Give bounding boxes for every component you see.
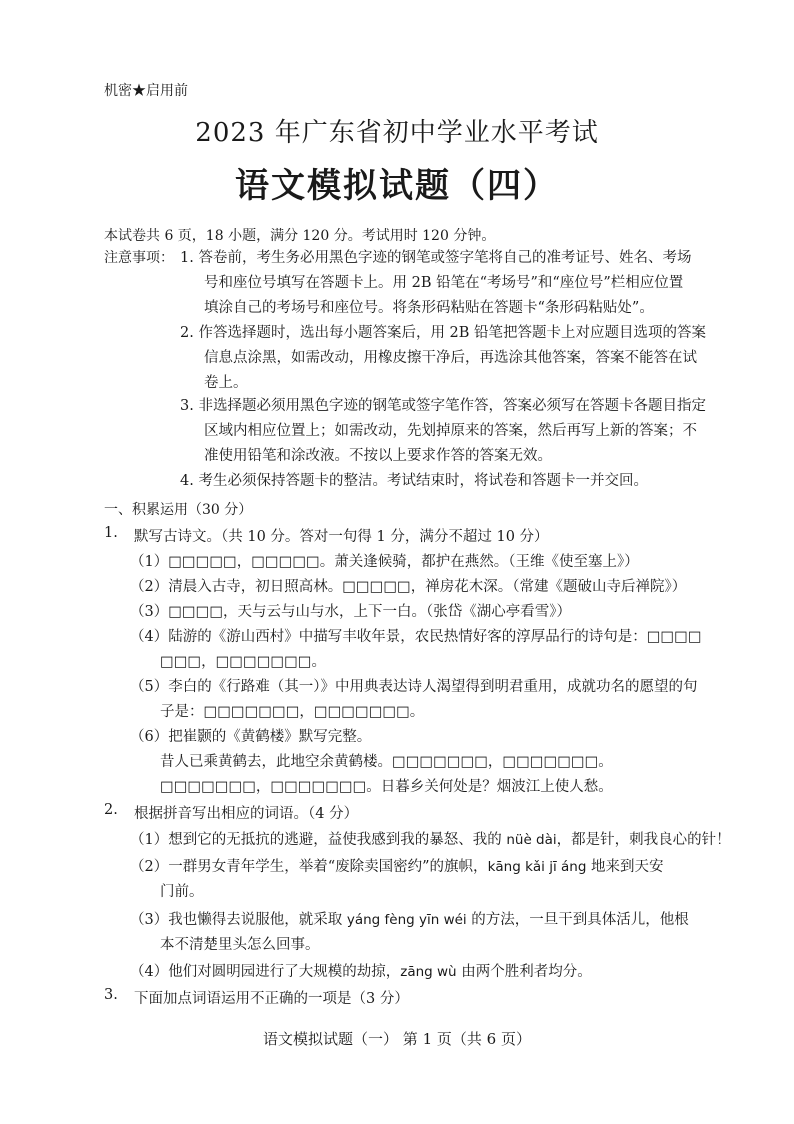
item-text: 的方法，一旦干到具体活儿，他根 (466, 912, 689, 928)
question-item: （1）□□□□□，□□□□□。萧关逢候骑，都护在燕然。（王维《使至塞上》） (130, 554, 639, 570)
question-item (160, 933, 320, 954)
question-item: （4）陆游的《游山西村》中描写丰收年景，农民热情好客的淳厚品行的诗句是：□□□□ (130, 629, 702, 645)
item-text: 门前。 (160, 884, 204, 900)
question-stem: 默写古诗文。（共 10 分。答对一句得 1 分，满分不超过 10 分） (134, 529, 549, 545)
item-text: （4）他们对圆明园进行了大规模的劫掠， (130, 964, 401, 980)
exam-info: 本试卷共 6 页，18 小题，满分 120 分。考试用时 120 分钟。 (104, 228, 496, 244)
page-footer: 语文模拟试题（一） 第 1 页（共 6 页） (263, 1030, 531, 1048)
exam-title: 2023 年广东省初中学业水平考试 (195, 118, 599, 148)
question-item: （3）□□□□，天与云与山与水，上下一白。（张岱《湖心亭看雪》） (130, 604, 572, 620)
question-item: （2）清晨入古寺，初日照高林。□□□□□，禅房花木深。（常建《题破山寺后禅院》） (130, 579, 687, 595)
note-line: 3. 非选择题必须用黑色字迹的钢笔或签字笔作答，答案必须写在答题卡各题目指定 (180, 398, 706, 414)
question-stem: 下面加点词语运用不正确的一项是（3 分） (134, 991, 409, 1007)
question-number: 1. (104, 525, 118, 541)
question-number: 2. (104, 802, 118, 818)
question-number: 3. (104, 987, 118, 1003)
question-item (160, 880, 204, 901)
item-text: （3）我也懒得去说服他，就采取 (130, 912, 347, 928)
question-item (130, 855, 664, 876)
item-text: 由两个胜利者均分。 (456, 964, 592, 980)
pinyin: kāng kǎi jī áng (487, 859, 587, 875)
note-line: 4. 考生必须保持答题卡的整洁。考试结束时，将试卷和答题卡一并交回。 (180, 473, 648, 489)
item-text: ，都是针，刺我良心的针！ (556, 832, 731, 848)
question-item: 子是：□□□□□□□，□□□□□□□。 (160, 704, 425, 720)
item-text: （2）一群男女青年学生，举着“废除卖国密约”的旗帜， (130, 859, 488, 875)
notes-label: 注意事项： (104, 250, 174, 266)
question-item (130, 908, 689, 929)
question-item (130, 960, 592, 981)
question-item: （5）李白的《行路难（其一）》中用典表达诗人渴望得到明君重用，成就功名的愿望的句 (130, 679, 698, 695)
question-item (130, 828, 731, 849)
note-line: 2. 作答选择题时，选出每小题答案后，用 2B 铅笔把答题卡上对应题目选项的答案 (180, 325, 707, 341)
section-heading: 一、积累运用（30 分） (104, 502, 253, 518)
item-text: 地来到天安 (586, 859, 664, 875)
pinyin: zāng wù (400, 964, 457, 980)
note-line: 准使用铅笔和涂改液。不按以上要求作答的答案无效。 (204, 448, 552, 464)
pinyin: yáng fèng yīn wéi (346, 912, 467, 928)
question-item: □□□，□□□□□□□。 (160, 654, 326, 670)
note-line: 1. 答卷前，考生务必用黑色字迹的钢笔或签字笔将自己的准考证号、姓名、考场 (180, 250, 692, 266)
question-item: （6）把崔颢的《黄鹤楼》默写完整。 (130, 729, 372, 745)
note-line: 信息点涂黑，如需改动，用橡皮擦干净后，再选涂其他答案，答案不能答在试 (204, 350, 697, 366)
paper-title: 语文模拟试题（四） (235, 166, 559, 206)
note-line: 卷上。 (204, 375, 248, 391)
question-item: 昔人已乘黄鹤去，此地空余黄鹤楼。□□□□□□□，□□□□□□□。 (160, 754, 613, 770)
note-line: 填涂自己的考场号和座位号。将条形码粘贴在答题卡“条形码粘贴处”。 (204, 300, 654, 316)
question-stem: 根据拼音写出相应的词语。（4 分） (134, 806, 359, 822)
note-line: 号和座位号填写在答题卡上。用 2B 铅笔在“考场号”和“座位号”栏相应位置 (204, 275, 684, 291)
confidential-label: 机密★启用前 (104, 83, 188, 99)
question-item: □□□□□□□，□□□□□□□。日暮乡关何处是？烟波江上使人愁。 (160, 779, 613, 795)
item-text: 本不清楚里头怎么回事。 (160, 937, 320, 953)
pinyin: nüè dài (506, 832, 557, 848)
item-text: （1）想到它的无抵抗的逃避，益使我感到我的暴怒、我的 (130, 832, 507, 848)
note-line: 区域内相应位置上；如需改动，先划掉原来的答案，然后再写上新的答案；不 (204, 423, 697, 439)
